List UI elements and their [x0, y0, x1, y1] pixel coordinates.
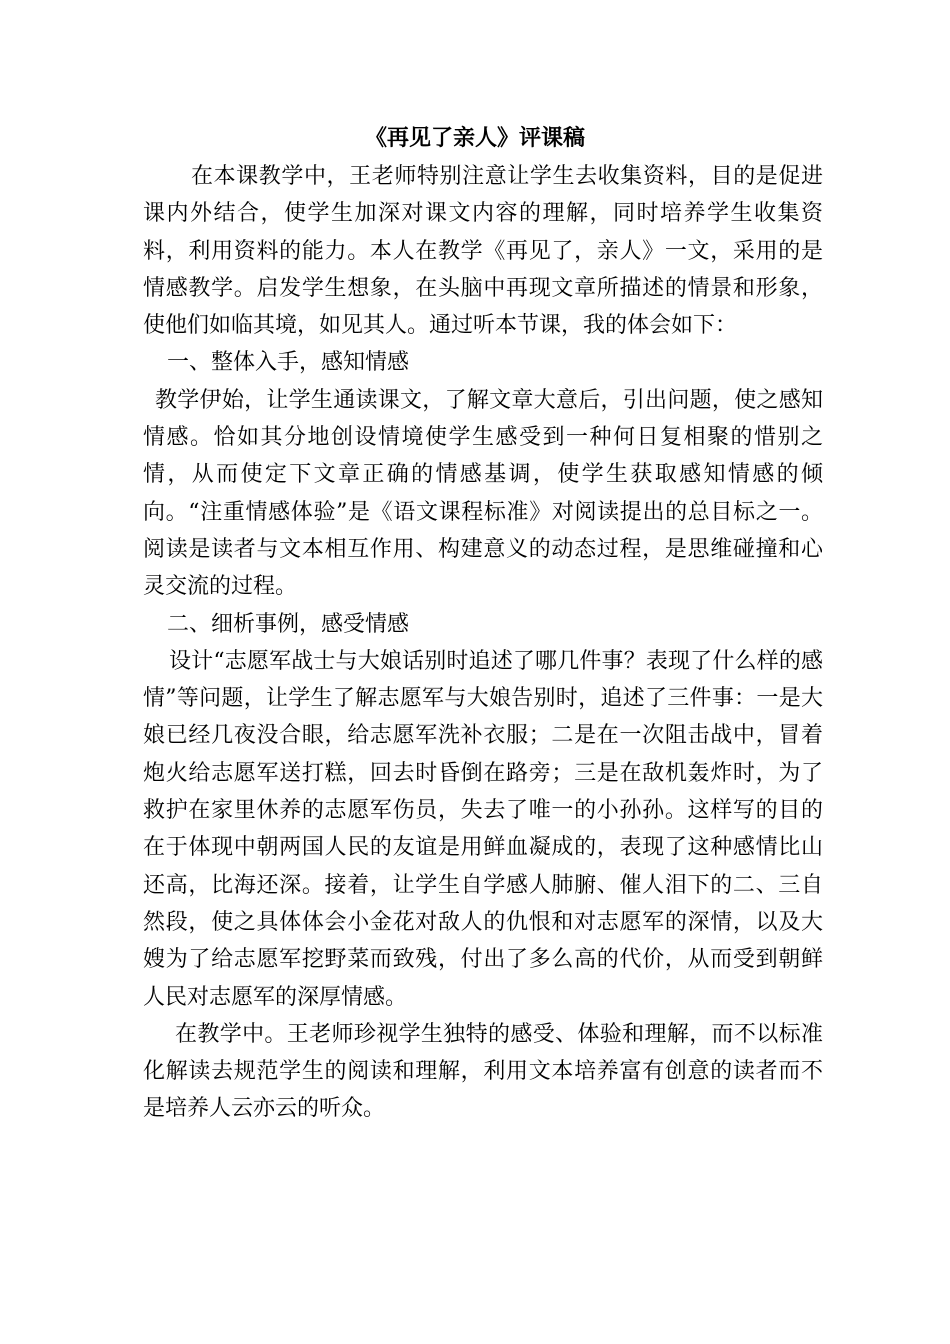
document-body: [143, 158, 823, 1128]
section-heading-1: 一、整体入手，感知情感: [167, 350, 410, 376]
document-title: 《再见了亲人》评课稿: [364, 125, 585, 151]
paragraph-section-2: 设计“志愿军战士与大娘话别时追述了哪几件事？表现了什么样的感情”等问题，让学生了解志愿军与大娘告别时，追述了三件事：一是大娘已经几夜没合眼，给志愿军洗补衣服；二是在一次阻击战中，冒着炮火给志愿军送打糕，回去时昏倒在路旁；三是在敌机轰炸时，为了救护在家里休养的志愿军伤员，失去了唯一的小孙孙。这样写的目的在于体现中朝两国人民的友谊是用鲜血凝成的，表现了这种感情比山还高，比海还深。接着，让学生自学感人肺腑、催人泪下的二、三自然段，使之具体体会小金花对敌人的仇恨和对志愿军的深情，以及大嫂为了给志愿军挖野菜而致残，付出了多么高的代价，从而受到朝鲜人民对志愿军的深厚情感。: [143, 648, 823, 1010]
paragraph-conclusion: 在教学中。王老师珍视学生独特的感受、体验和理解，而不以标准化解读去规范学生的阅读和理解，利用文本培养富有创意的读者而不是培养人云亦云的听众。: [143, 1021, 823, 1122]
section-heading-2: 二、细析事例，感受情感: [167, 611, 410, 637]
paragraph-section-1: 教学伊始，让学生通读课文，了解文章大意后，引出问题，使之感知情感。恰如其分地创设情境使学生感受到一种何日复相聚的惜别之情，从而使定下文章正确的情感基调，使学生获取感知情感的倾向。“注重情感体验”是《语文课程标准》对阅读提出的总目标之一。阅读是读者与文本相互作用、构建意义的动态过程，是思维碰撞和心灵交流的过程。: [143, 387, 823, 600]
paragraph-intro: 在本课教学中，王老师特别注意让学生去收集资料，目的是促进课内外结合，使学生加深对课文内容的理解，同时培养学生收集资料，利用资料的能力。本人在教学《再见了，亲人》一文，采用的是情感教学。启发学生想象，在头脑中再现文章所描述的情景和形象，使他们如临其境，如见其人。通过听本节课，我的体会如下：: [143, 164, 823, 339]
